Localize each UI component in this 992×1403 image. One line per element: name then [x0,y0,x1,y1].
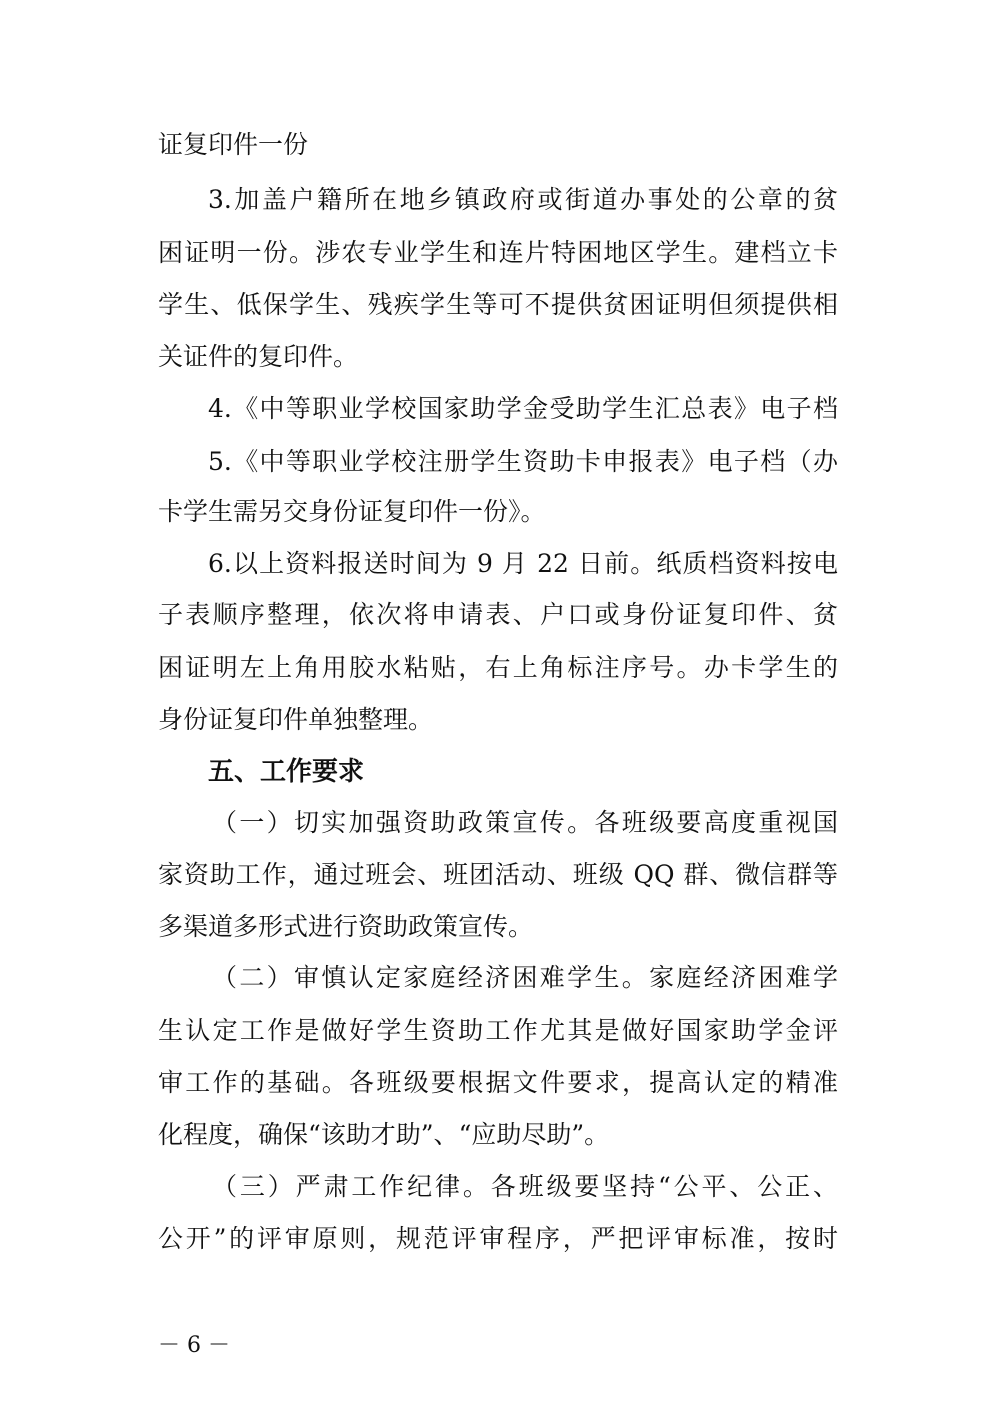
body-text-line: 身份证复印件单独整理。 [158,705,434,734]
list-item-4-line: 4.《中等职业学校国家助学金受助学生汇总表》电子档 [208,394,838,423]
list-item-6-line: 6.以上资料报送时间为 9 月 22 日前。纸质档资料按电 [208,549,838,578]
body-text-line: 证复印件一份 [158,130,309,159]
requirement-2-line: （二）审慎认定家庭经济困难学生。家庭经济困难学 [212,963,838,992]
requirement-1-line: （一）切实加强资助政策宣传。各班级要高度重视国 [212,808,838,837]
list-item-5-line: 5.《中等职业学校注册学生资助卡申报表》电子档（办 [208,447,838,476]
body-text-line: 家资助工作，通过班会、班团活动、班级 QQ 群、微信群等 [158,860,838,889]
body-text-line: 子表顺序整理，依次将申请表、户口或身份证复印件、贫 [158,600,838,629]
body-text-line: 关证件的复印件。 [158,342,359,371]
body-text-line: 困证明一份。涉农专业学生和连片特困地区学生。建档立卡 [158,238,838,267]
body-text-line: 公开”的评审原则，规范评审程序，严把评审标准，按时 [158,1224,838,1253]
section-heading: 五、工作要求 [208,757,365,787]
body-text-line: 卡学生需另交身份证复印件一份》。 [158,497,546,526]
body-text-line: 困证明左上角用胶水粘贴，右上角标注序号。办卡学生的 [158,653,838,682]
requirement-3-line: （三）严肃工作纪律。各班级要坚持“公平、公正、 [212,1172,838,1201]
body-text-line: 多渠道多形式进行资助政策宣传。 [158,912,534,941]
body-text-line: 生认定工作是做好学生资助工作尤其是做好国家助学金评 [158,1016,838,1045]
list-item-3-line: 3.加盖户籍所在地乡镇政府或街道办事处的公章的贫 [208,185,838,214]
body-text-line: 审工作的基础。各班级要根据文件要求，提高认定的精准 [158,1068,838,1097]
body-text-line: 学生、低保学生、残疾学生等可不提供贫困证明但须提供相 [158,290,838,319]
body-text-line: 化程度，确保“该助才助”、“应助尽助”。 [158,1120,610,1149]
page-number: － 6 － [158,1333,230,1358]
